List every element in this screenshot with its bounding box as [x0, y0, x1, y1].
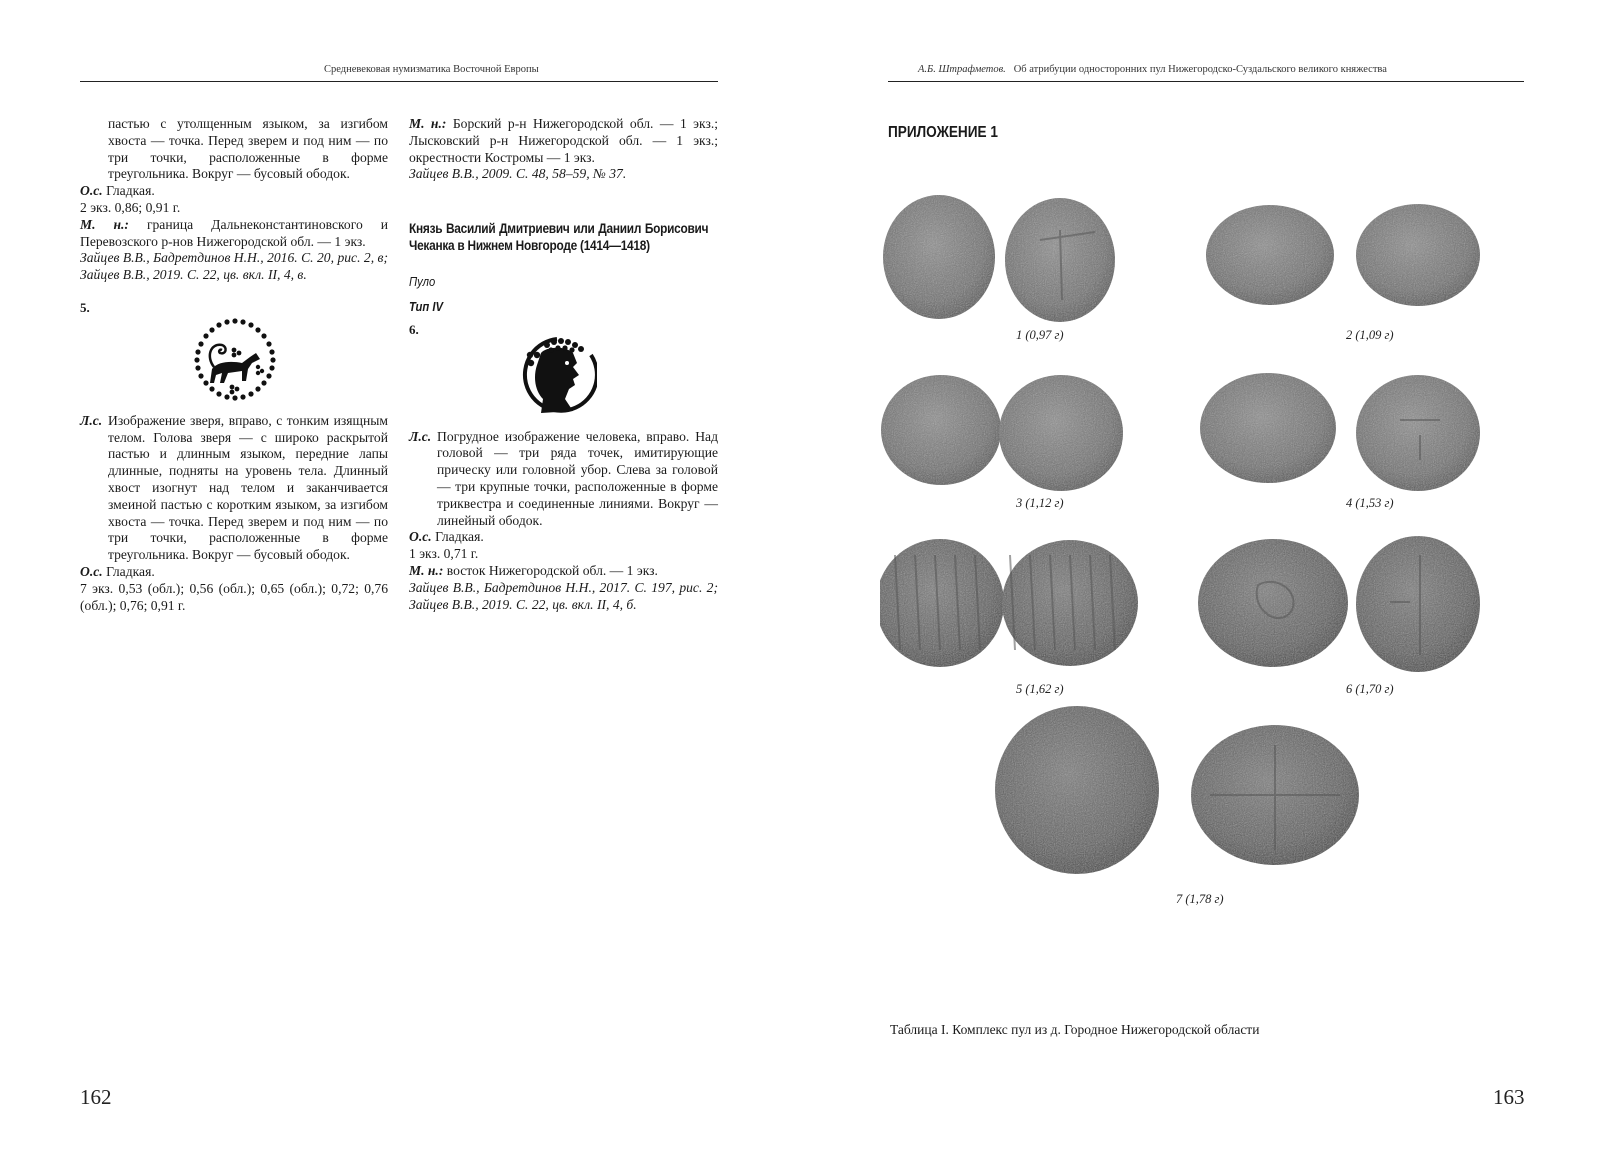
coin-4-reverse: [1356, 375, 1480, 491]
coin-2-reverse: [1356, 204, 1480, 306]
appendix-title: ПРИЛОЖЕНИЕ 1: [888, 124, 998, 141]
header-rule-left: [80, 81, 718, 82]
coin-3-reverse: [999, 375, 1123, 491]
entry-6-reverse: О.с. Гладкая.: [409, 529, 484, 545]
entry-6-count: 1 экз. 0,71 г.: [409, 546, 479, 562]
entry-5-reference: Зайцев В.В., 2009. С. 48, 58–59, № 37.: [409, 166, 627, 182]
left-column-2: [409, 116, 718, 613]
entry-4-count: 2 экз. 0,86; 0,91 г.: [80, 199, 181, 215]
entry-5-obverse: Л.с. Изображение зверя, вправо, с тонким изящным телом. Голова зверя — с широко раскрытой пастью и длинным языком, передние лапы длинные, подняты на уровень тела. Длинный хвост изогнут над телом и заканчивается змеиной пастью с коротким языком, за изгибом хвоста — точка. Перед зверем и под ним — по три точки, расположенные в форме треугольника. Вокруг — бусовый ободок.: [80, 412, 388, 563]
entry-5-number: 5.: [80, 299, 90, 315]
entry-5-count: 7 экз. 0,53 (обл.); 0,56 (обл.); 0,65 (обл.); 0,72; 0,76 (обл.); 0,76; 0,91 г.: [80, 580, 388, 613]
coin-caption-3: 3 (1,12 г): [1016, 496, 1064, 510]
coin-caption-4: 4 (1,53 г): [1346, 496, 1394, 510]
page-number-left: 162: [80, 1085, 112, 1109]
coin-6-obverse: [1198, 539, 1348, 667]
entry-4-reverse: О.с. Гладкая.: [80, 183, 155, 199]
coin-3-obverse: [881, 375, 1001, 485]
entry-6-reference: Зайцев В.В., Бадретдинов Н.Н., 2017. С. 197, рис. 2; Зайцев В.В., 2019. С. 22, цв. вкл. II, 4, б.: [409, 579, 718, 612]
coin-caption-2: 2 (1,09 г): [1346, 328, 1394, 342]
entry-5-reverse: О.с. Гладкая.: [80, 563, 155, 579]
entry-4-reference: Зайцев В.В., Бадретдинов Н.Н., 2016. С. 20, рис. 2, в; Зайцев В.В., 2019. С. 22, цв. вкл. II, 4, в.: [80, 250, 388, 283]
type-label: Тип IV: [409, 299, 443, 314]
bust-drawing-icon: [521, 333, 597, 419]
left-column-1: [80, 116, 388, 614]
coin-plate: [880, 190, 1530, 910]
coin-6-reverse: [1356, 536, 1480, 672]
coin-7-obverse: [995, 706, 1159, 874]
coin-caption-5: 5 (1,62 г): [1016, 682, 1064, 696]
entry-4-findspot: М. н.: граница Дальнеконстантиновского и Перевозского р-нов Нижегородской обл. — 1 экз.: [80, 216, 388, 249]
coin-caption-7: 7 (1,78 г): [1176, 892, 1224, 906]
coin-caption-1: 1 (0,97 г): [1016, 328, 1064, 342]
entry-6-obverse: Л.с. Погрудное изображение человека, вправо. Над головой — три ряда точек, имитирующие прическу или головной убор. Слева за головой — три крупные точки, расположенные в форме триквестра и соединенные линиями. Вокруг — линейный ободок.: [409, 428, 718, 528]
table-caption: Таблица I. Комплекс пул из д. Городное Нижегородской области: [890, 1022, 1260, 1037]
coin-1-obverse: [883, 195, 995, 319]
header-rule-right: [888, 81, 1524, 82]
entry-6-number: 6.: [409, 321, 419, 337]
beast-drawing-icon: [192, 317, 278, 403]
running-header-left: Средневековая нумизматика Восточной Европы: [324, 64, 539, 75]
coin-drawing-6: [409, 339, 718, 425]
coin-2-obverse: [1206, 205, 1334, 305]
coin-5-obverse: [880, 539, 1004, 667]
entry-5-findspot: М. н.: Борский р-н Нижегородской обл. — 1 экз.; Лысковский р-н Нижегородской обл. — 1 экз.; окрестности Костромы — 1 экз.: [409, 116, 718, 165]
coin-drawing-5: [80, 317, 388, 407]
entry-4-description: пастью с утолщенным языком, за изгибом хвоста — точка. Перед зверем и под ним — по три точки, расположенные в форме треугольника. Вокруг — бусовый ободок.: [108, 116, 388, 182]
page-number-right: 163: [1493, 1085, 1525, 1109]
entry-6-findspot: М. н.: восток Нижегородской обл. — 1 экз.: [409, 562, 658, 578]
section-title: Князь Василий Дмитриевич или Даниил Борисович Чеканка в Нижнем Новгороде (1414—1418): [409, 221, 709, 253]
coin-4-obverse: [1200, 373, 1336, 483]
running-header-right: А.Б. Штрафметов. Об атрибуции односторонних пул Нижегородско-Суздальского великого княжества: [918, 64, 1387, 75]
denomination-label: Пуло: [409, 275, 436, 290]
coin-caption-6: 6 (1,70 г): [1346, 682, 1394, 696]
